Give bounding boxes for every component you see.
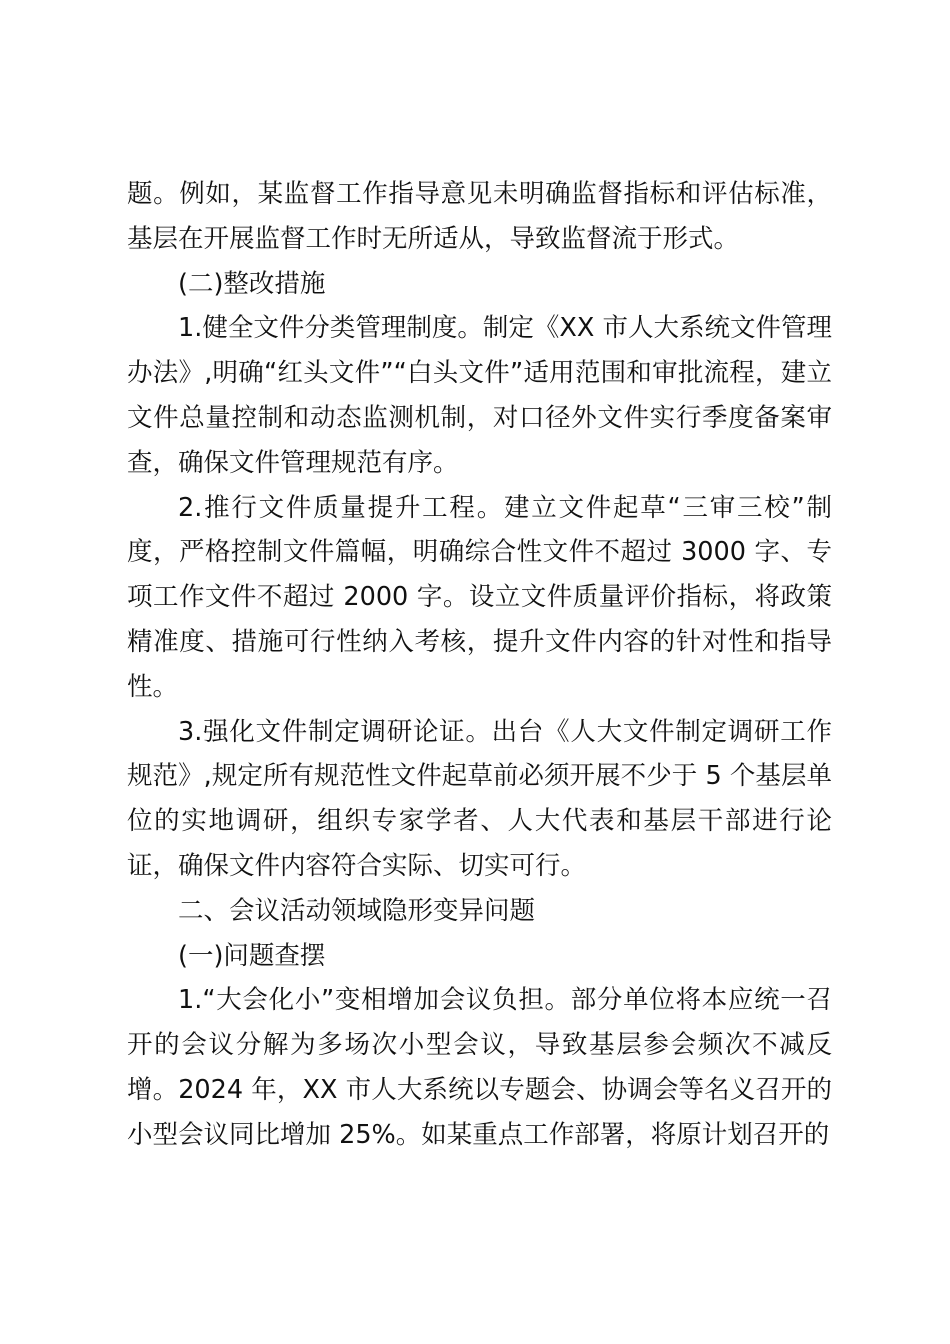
paragraph-measure-2: 2.推行文件质量提升工程。建立文件起草“三审三校”制度，严格控制文件篇幅，明确综合性文件不超过 3000 字、专项工作文件不超过 2000 字。设立文件质量评价指标，将政策精准度、措施可行性纳入考核，提升文件内容的针对性和指导性。 bbox=[127, 492, 832, 702]
section-heading-rectification: (二)整改措施 bbox=[178, 268, 326, 299]
paragraph-measure-1: 1.健全文件分类管理制度。制定《XX 市人大系统文件管理办法》,明确“红头文件”“白头文件”适用范围和审批流程，建立文件总量控制和动态监测机制，对口径外文件实行季度备案审查，确保文件管理规范有序。 bbox=[127, 313, 832, 478]
chapter-heading-meetings: 二、会议活动领域隐形变异问题 bbox=[178, 895, 536, 926]
paragraph-problem-1: 1.“大会化小”变相增加会议负担。部分单位将本应统一召开的会议分解为多场次小型会议，导致基层参会频次不减反增。2024 年，XX 市人大系统以专题会、协调会等名义召开的小型会议同比增加 25%。如某重点工作部署，将原计划召开的 bbox=[127, 985, 832, 1150]
paragraph-continuation: 题。例如，某监督工作指导意见未明确监督指标和评估标准，基层在开展监督工作时无所适从，导致监督流于形式。 bbox=[127, 179, 832, 254]
section-heading-problems: (一)问题查摆 bbox=[178, 940, 326, 971]
document-body bbox=[127, 172, 832, 1158]
paragraph-measure-3: 3.强化文件制定调研论证。出台《人大文件制定调研工作规范》,规定所有规范性文件起草前必须开展不少于 5 个基层单位的实地调研，组织专家学者、人大代表和基层干部进行论证，确保文件内容符合实际、切实可行。 bbox=[127, 716, 832, 881]
